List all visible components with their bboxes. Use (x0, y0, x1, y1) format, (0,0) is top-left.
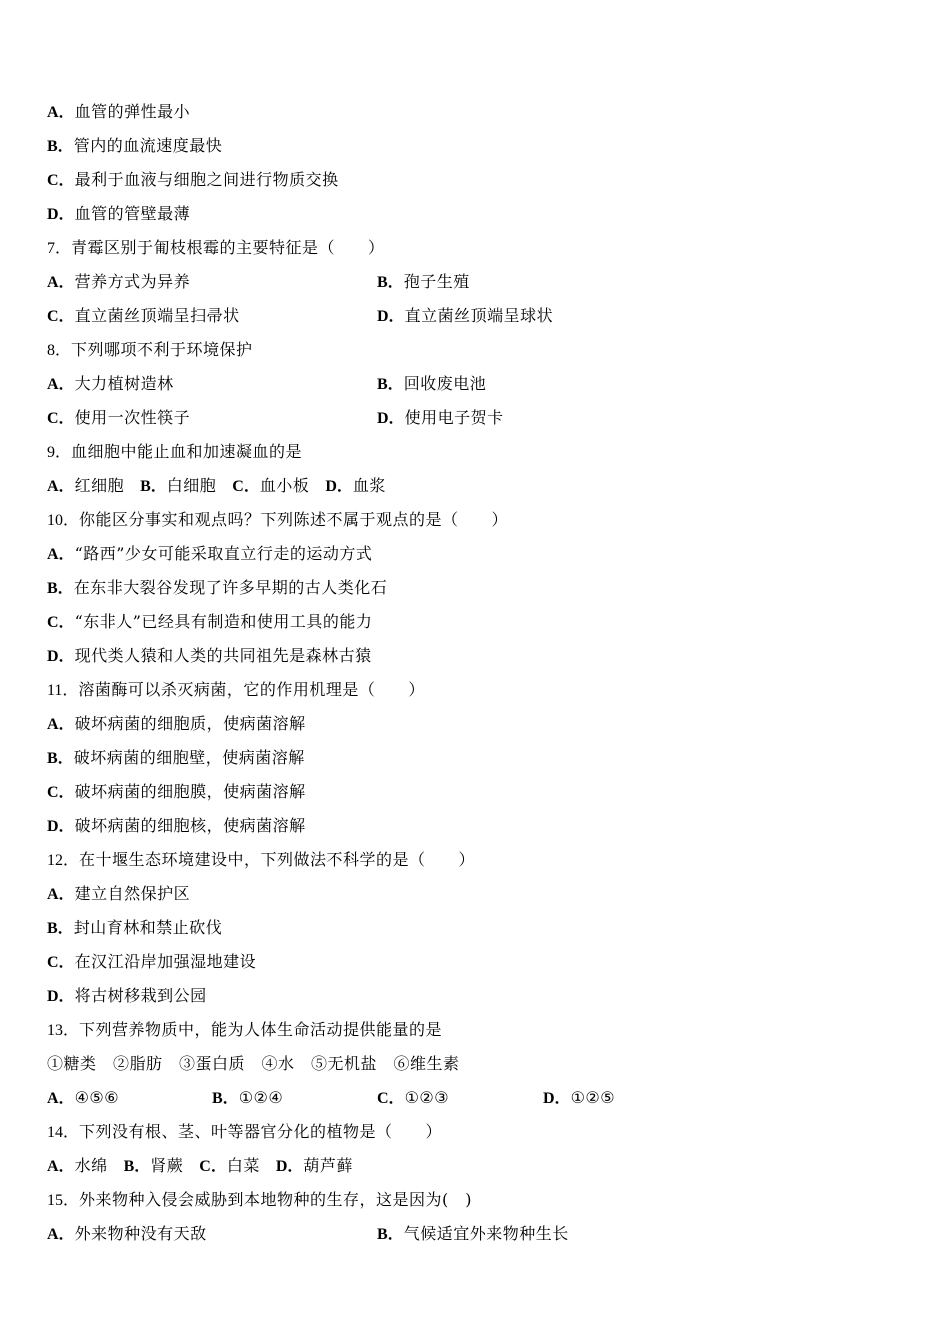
question-number: 10． (47, 512, 80, 529)
option-label: D． (47, 988, 75, 1005)
option-line (0, 917, 950, 939)
answer-option (47, 883, 190, 906)
option-line (0, 543, 950, 565)
question-line (0, 679, 950, 701)
option-label: B． (377, 274, 404, 291)
option-line (0, 1223, 950, 1245)
question-stem: 青霉区别于匍枝根霉的主要特征是（ ） (71, 238, 385, 257)
option-line (0, 169, 950, 191)
question-line (0, 339, 950, 361)
question-text (47, 1189, 472, 1212)
option-label: D． (377, 410, 405, 427)
option-text: ①②⑤ (570, 1088, 616, 1107)
option-label: A． (47, 104, 75, 121)
option-text: “路西”少女可能采取直立行走的运动方式 (74, 544, 373, 563)
option-text: 破坏病菌的细胞质，使病菌溶解 (74, 714, 306, 733)
answer-option (47, 1087, 119, 1110)
question-text (47, 1121, 442, 1144)
option-line (0, 475, 950, 497)
option-line (0, 611, 950, 633)
question-stem: 外来物种入侵会威胁到本地物种的生存，这是因为( ) (79, 1190, 473, 1209)
option-text: 血管的弹性最小 (74, 102, 191, 121)
question-number: 13． (47, 1022, 80, 1039)
answer-option (47, 611, 372, 634)
option-label: B． (47, 750, 74, 767)
option-label: A． (47, 1226, 75, 1243)
option-text: 现代类人猿和人类的共同祖先是森林古猿 (74, 646, 372, 665)
option-label: D． (47, 206, 75, 223)
option-label: A． (47, 886, 75, 903)
option-label: B． (47, 920, 74, 937)
option-label: D． (275, 1158, 304, 1175)
answer-option (47, 543, 372, 566)
answer-option (47, 271, 190, 294)
option-text: 血小板 (259, 476, 310, 495)
option-line (0, 747, 950, 769)
answer-option (47, 407, 190, 430)
question-line (0, 1189, 950, 1211)
answer-option (377, 407, 504, 430)
answer-option (377, 373, 486, 396)
option-line (0, 373, 950, 395)
option-label: B． (377, 1226, 404, 1243)
answer-option (47, 917, 222, 940)
option-text: 白菜 (226, 1156, 260, 1175)
answer-option (47, 305, 240, 328)
option-label: C． (47, 954, 75, 971)
option-label: C． (377, 1090, 405, 1107)
option-line (0, 951, 950, 973)
option-text: 在汉江沿岸加强湿地建设 (74, 952, 257, 971)
answer-option (124, 1155, 184, 1178)
option-text: 大力植树造林 (74, 374, 174, 393)
question-text (47, 849, 475, 872)
option-label: B． (123, 1158, 151, 1175)
question-stem: 下列哪项不利于环境保护 (71, 340, 253, 359)
option-text: 封山育林和禁止砍伐 (73, 918, 223, 937)
option-label: B． (212, 1090, 239, 1107)
option-line (0, 883, 950, 905)
option-text: 营养方式为异养 (74, 272, 191, 291)
option-line (0, 645, 950, 667)
option-line (0, 713, 950, 735)
option-text: 水绵 (74, 1156, 108, 1175)
answer-option (199, 1155, 260, 1178)
question-text (47, 509, 508, 532)
option-text: “东非人”已经具有制造和使用工具的能力 (74, 612, 373, 631)
option-label: A． (47, 274, 75, 291)
option-text: 血管的管壁最薄 (74, 204, 191, 223)
option-text: 回收废电池 (403, 374, 487, 393)
answer-option (47, 475, 124, 498)
question-number: 7． (47, 240, 72, 257)
question-text (47, 1053, 460, 1076)
question-line (0, 441, 950, 463)
question-number: 14． (47, 1124, 80, 1141)
answer-option (47, 135, 222, 158)
option-label: B． (47, 138, 74, 155)
answer-option (47, 781, 306, 804)
answer-option (47, 1223, 207, 1246)
answer-option (140, 475, 216, 498)
question-line (0, 509, 950, 531)
option-text: 孢子生殖 (403, 272, 470, 291)
option-label: A． (47, 546, 75, 563)
option-line (0, 135, 950, 157)
question-line (0, 237, 950, 259)
option-label: A． (47, 716, 75, 733)
option-label: A． (47, 376, 75, 393)
option-text: 气候适宜外来物种生长 (403, 1224, 569, 1243)
option-label: C． (47, 784, 75, 801)
option-line (0, 781, 950, 803)
answer-option (377, 305, 553, 328)
option-text: 直立菌丝顶端呈扫帚状 (74, 306, 240, 325)
option-text: 管内的血流速度最快 (73, 136, 223, 155)
inline-options (47, 475, 402, 498)
option-label: D． (325, 478, 353, 495)
option-label: D． (47, 818, 75, 835)
question-stem: 你能区分事实和观点吗？下列陈述不属于观点的是（ ） (79, 510, 509, 529)
answer-option (47, 169, 339, 192)
question-line (0, 849, 950, 871)
option-line (0, 985, 950, 1007)
option-label: C． (47, 410, 75, 427)
question-number: 12． (47, 852, 80, 869)
question-text (47, 679, 425, 702)
option-label: C． (199, 1158, 227, 1175)
answer-option (47, 203, 190, 226)
option-line (0, 407, 950, 429)
option-line (0, 203, 950, 225)
option-text: 血浆 (352, 476, 386, 495)
answer-option (377, 271, 470, 294)
answer-option (47, 645, 372, 668)
answer-option (47, 1155, 108, 1178)
option-text: 葫芦藓 (303, 1156, 353, 1175)
option-line (0, 101, 950, 123)
question-number: 11． (47, 682, 79, 699)
option-text: 破坏病菌的细胞核，使病菌溶解 (74, 816, 306, 835)
answer-option (47, 577, 387, 600)
answer-option (47, 373, 174, 396)
question-line (0, 1019, 950, 1041)
option-text: 使用一次性筷子 (74, 408, 191, 427)
option-text: 破坏病菌的细胞膜，使病菌溶解 (74, 782, 306, 801)
option-label: A． (47, 1158, 75, 1175)
question-line (0, 1121, 950, 1143)
answer-option (543, 1087, 615, 1110)
question-text (47, 339, 253, 362)
question-stem: 下列没有根、茎、叶等器官分化的植物是（ ） (79, 1122, 443, 1141)
option-label: D． (543, 1090, 571, 1107)
option-label: B． (377, 376, 404, 393)
option-line (0, 577, 950, 599)
option-text: 建立自然保护区 (74, 884, 191, 903)
question-text (47, 441, 302, 464)
option-line (0, 1155, 950, 1177)
answer-option (47, 101, 190, 124)
answer-option (47, 951, 256, 974)
question-stem: 在十堰生态环境建设中，下列做法不科学的是（ ） (79, 850, 476, 869)
option-text: 直立菌丝顶端呈球状 (404, 306, 554, 325)
question-stem: 血细胞中能止血和加速凝血的是 (71, 442, 303, 461)
option-label: B． (47, 580, 74, 597)
question-number: 9． (47, 444, 72, 461)
answer-option (47, 815, 306, 838)
answer-option (377, 1223, 569, 1246)
question-number: 15． (47, 1192, 80, 1209)
option-label: D． (47, 648, 75, 665)
answer-option (325, 475, 386, 498)
option-text: ④⑤⑥ (74, 1088, 120, 1107)
inline-options (47, 1155, 369, 1178)
option-text: 使用电子贺卡 (404, 408, 504, 427)
option-text: 肾蕨 (150, 1156, 184, 1175)
option-label: C． (47, 308, 75, 325)
option-label: B． (140, 478, 167, 495)
answer-option (232, 475, 309, 498)
option-text: ①②③ (404, 1088, 450, 1107)
option-line (0, 271, 950, 293)
option-label: A． (47, 478, 75, 495)
question-text (47, 237, 385, 260)
option-text: 最利于血液与细胞之间进行物质交换 (74, 170, 339, 189)
option-label: C． (232, 478, 260, 495)
answer-option (47, 713, 306, 736)
option-text: 在东非大裂谷发现了许多早期的古人类化石 (73, 578, 388, 597)
question-text (47, 1019, 442, 1042)
option-text: 红细胞 (74, 476, 125, 495)
option-line (0, 815, 950, 837)
option-text: 将古树移栽到公园 (74, 986, 207, 1005)
option-label: A． (47, 1090, 75, 1107)
option-text: ①②④ (238, 1088, 284, 1107)
answer-option (377, 1087, 449, 1110)
answer-option (47, 985, 207, 1008)
question-stem: ①糖类 ②脂肪 ③蛋白质 ④水 ⑤无机盐 ⑥维生素 (47, 1054, 460, 1073)
option-line (0, 1087, 950, 1109)
answer-option (47, 747, 305, 770)
option-line (0, 305, 950, 327)
option-text: 破坏病菌的细胞壁，使病菌溶解 (73, 748, 305, 767)
question-stem: 溶菌酶可以杀灭病菌，它的作用机理是（ ） (78, 680, 425, 699)
question-line (0, 1053, 950, 1075)
question-stem: 下列营养物质中，能为人体生命活动提供能量的是 (79, 1020, 443, 1039)
option-text: 外来物种没有天敌 (74, 1224, 207, 1243)
answer-option (276, 1155, 353, 1178)
answer-option (212, 1087, 283, 1110)
option-text: 白细胞 (166, 476, 217, 495)
option-label: C． (47, 172, 75, 189)
option-label: D． (377, 308, 405, 325)
question-number: 8． (47, 342, 72, 359)
option-label: C． (47, 614, 75, 631)
